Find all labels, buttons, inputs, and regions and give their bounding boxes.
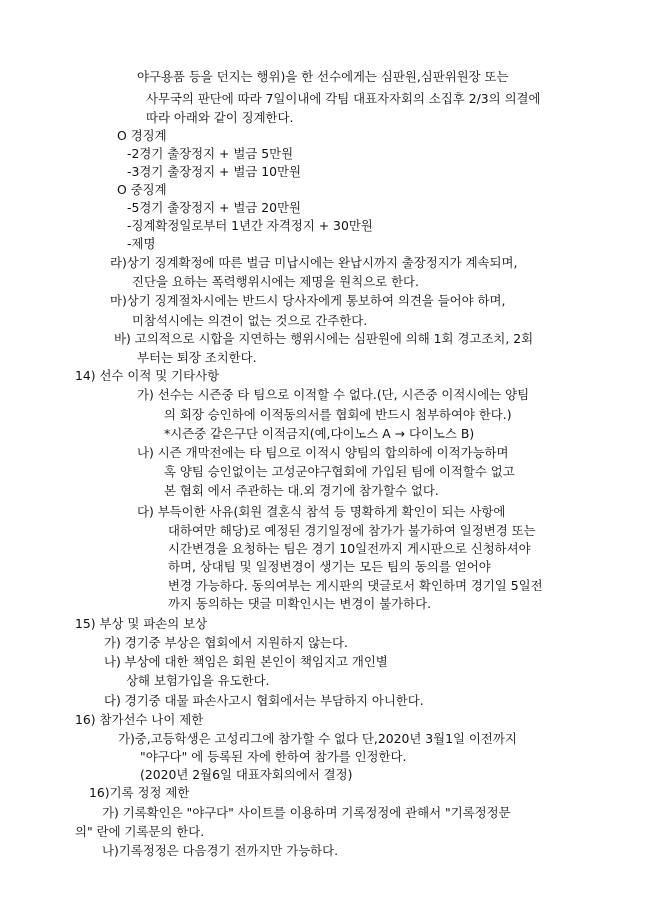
list-item: -징계확정일로부터 1년간 자격정지 + 30만원 bbox=[127, 218, 373, 233]
text-line: 라)상기 징계확정에 따른 벌금 미납시에는 완납시까지 출장정지가 계속되며, bbox=[110, 255, 518, 270]
text-line: 나) 부상에 대한 책임은 회원 본인이 책임지고 개인별 bbox=[104, 654, 388, 669]
section-heading: O 중징계 bbox=[117, 182, 167, 197]
text-line: 따라 아래와 같이 징계한다. bbox=[146, 110, 294, 125]
list-item: -2경기 출장정지 + 벌금 5만원 bbox=[127, 146, 294, 161]
text-line: *시즌중 같은구단 이적금지(예,다이노스 A → 다이노스 B) bbox=[164, 426, 475, 441]
text-line: 본 협회 에서 주관하는 대.외 경기에 참가할수 없다. bbox=[164, 483, 439, 498]
section-heading: 15) 부상 및 파손의 보상 bbox=[75, 616, 208, 631]
text-line: 상해 보험가입을 유도한다. bbox=[126, 673, 270, 688]
text-line: 바) 고의적으로 시합을 지연하는 행위시에는 심판원에 의해 1회 경고조치, 2회 bbox=[114, 331, 534, 346]
text-line: 진단을 요하는 폭력행위시에는 제명을 원칙으로 한다. bbox=[132, 274, 419, 289]
section-heading: 14) 선수 이적 및 기타사항 bbox=[75, 368, 220, 383]
text-line: 가)중,고등학생은 고성리그에 참가할 수 없다 단,2020년 3월1일 이전까지 bbox=[118, 731, 517, 746]
text-line: 가) 기록확인은 "야구다" 사이트를 이용하며 기록정정에 관해서 "기록정정문 bbox=[102, 805, 511, 820]
text-line: 변경 가능하다. 동의여부는 게시판의 댓글로서 확인하며 경기일 5일전 bbox=[168, 578, 543, 593]
text-line: "야구다" 에 등록된 자에 한하여 참가를 인정한다. bbox=[140, 749, 407, 764]
text-line: 야구용품 등을 던지는 행위)을 한 선수에게는 심판원,심판위원장 또는 bbox=[137, 69, 509, 84]
text-line: (2020년 2월6일 대표자회의에서 결정) bbox=[140, 767, 353, 782]
text-line: 의" 란에 기록문의 한다. bbox=[75, 824, 205, 839]
section-heading: O 경징계 bbox=[117, 128, 167, 143]
text-line: 시간변경을 요청하는 팀은 경기 10일전까지 게시판으로 신청하셔야 bbox=[168, 541, 531, 556]
text-line: 부터는 퇴장 조치한다. bbox=[137, 350, 257, 365]
text-line: 하며, 상대팀 및 일정변경이 생기는 모든 팀의 동의를 얻어야 bbox=[168, 559, 491, 574]
text-line: 나) 시즌 개막전에는 타 팀으로 이적시 양팀의 합의하에 이적가능하며 bbox=[137, 445, 509, 460]
text-line: 다) 부득이한 사유(회원 결혼식 참석 등 명확하게 확인이 되는 사항에 bbox=[137, 504, 506, 519]
text-line: 혹 양팀 승인없이는 고성군야구협회에 가입된 팀에 이적할수 없고 bbox=[164, 464, 515, 479]
list-item: -3경기 출장정지 + 벌금 10만원 bbox=[127, 164, 301, 179]
list-item: -제명 bbox=[127, 236, 156, 251]
text-line: 다) 경기중 대물 파손사고시 협회에서는 부담하지 아니한다. bbox=[104, 693, 424, 708]
text-line: 가) 선수는 시즌중 타 팀으로 이적할 수 없다.(단, 시즌중 이적시에는 양팀 bbox=[137, 387, 530, 402]
text-line: 마)상기 징계절차시에는 반드시 당사자에게 통보하여 의견을 들어야 하며, bbox=[110, 293, 506, 308]
text-line: 미참석시에는 의견이 없는 것으로 간주한다. bbox=[132, 313, 368, 328]
text-line: 대하여만 해당)로 예정된 경기일정에 참가가 불가하여 일정변경 또는 bbox=[168, 523, 536, 538]
text-line: 나)기록정정은 다음경기 전까지만 가능하다. bbox=[102, 843, 339, 858]
text-line: 사무국의 판단에 따라 7일이내에 각팀 대표자자회의 소집후 2/3의 의결에 bbox=[146, 91, 541, 106]
text-line: 의 회장 승인하에 이적동의서를 협회에 반드시 첨부하여야 한다.) bbox=[164, 407, 512, 422]
section-heading: 16)기록 정정 제한 bbox=[89, 785, 190, 800]
section-heading: 16) 참가선수 나이 제한 bbox=[75, 712, 204, 727]
text-line: 가) 경기중 부상은 협회에서 지원하지 않는다. bbox=[104, 635, 348, 650]
list-item: -5경기 출장정지 + 벌금 20만원 bbox=[127, 200, 301, 215]
text-line: 까지 동의하는 댓글 미확인시는 변경이 불가하다. bbox=[168, 596, 432, 611]
